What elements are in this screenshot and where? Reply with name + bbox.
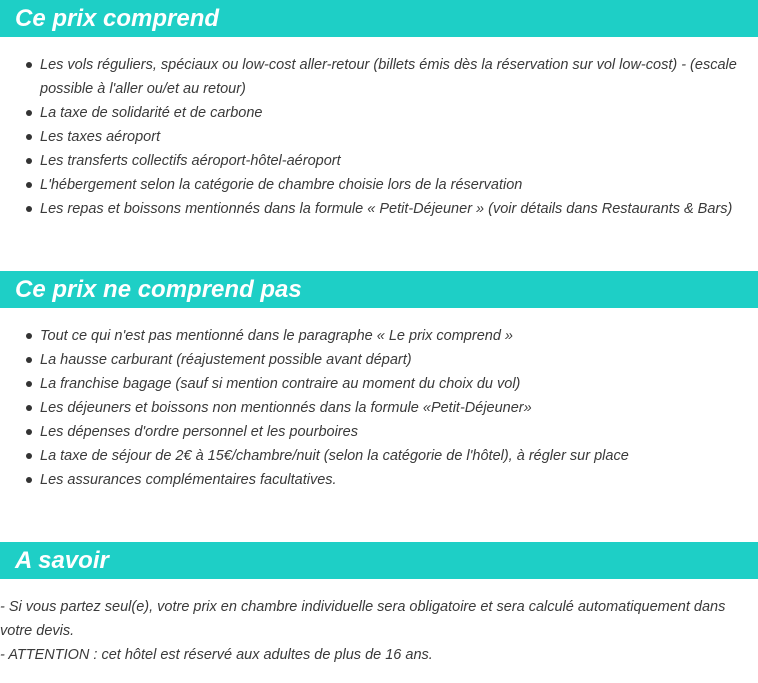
bullet-dot-icon [26,453,32,459]
list-item [0,173,758,197]
bullet-dot-icon [26,206,32,212]
info-paragraph: - Si vous partez seul(e), votre prix en chambre individuelle sera obligatoire et sera calculé automatiquement dans votre devis. [0,599,726,639]
section-header-included [0,0,758,37]
list-item-text: Les repas et boissons mentionnés dans la formule « Petit-Déjeuner » (voir détails dans Restaurants & Bars) [40,201,733,217]
bullet-dot-icon [26,134,32,140]
list-item [0,348,758,372]
list-item-text: L'hébergement selon la catégorie de chambre choisie lors de la réservation [40,177,523,193]
bullet-dot-icon [26,110,32,116]
list-item [0,420,758,444]
bullet-dot-icon [26,158,32,164]
bullet-dot-icon [26,477,32,483]
list-item-text: La hausse carburant (réajustement possible avant départ) [40,352,412,368]
bullet-dot-icon [26,62,32,68]
list-item-text: Les assurances complémentaires facultatives. [40,472,337,488]
list-item-text: Tout ce qui n'est pas mentionné dans le paragraphe « Le prix comprend » [40,328,513,344]
list-item-text: La franchise bagage (sauf si mention contraire au moment du choix du vol) [40,376,521,392]
list-item-text: Les déjeuners et boissons non mentionnés dans la formule «Petit-Déjeuner» [40,400,532,416]
list-item [0,396,758,420]
list-item-text: Les vols réguliers, spéciaux ou low-cost aller-retour (billets émis dès la réservation sur vol low-cost) - (escale possible à l'aller ou/et au retour) [40,57,737,97]
list-item [0,101,758,125]
bullet-dot-icon [26,405,32,411]
section-title: Ce prix comprend [15,5,220,32]
included-list [0,53,758,221]
list-item-text: Les dépenses d'ordre personnel et les pourboires [40,424,358,440]
bullet-dot-icon [26,333,32,339]
list-item [0,468,758,492]
info-paragraph: - ATTENTION : cet hôtel est réservé aux adultes de plus de 16 ans. [0,647,433,663]
section-header-a-savoir [0,542,758,579]
list-item-text: Les transferts collectifs aéroport-hôtel-aéroport [40,153,341,169]
bullet-dot-icon [26,182,32,188]
list-item [0,197,758,221]
list-item-text: La taxe de séjour de 2€ à 15€/chambre/nuit (selon la catégorie de l'hôtel), à régler sur place [40,448,629,464]
list-item [0,324,758,348]
list-item [0,125,758,149]
bullet-dot-icon [26,381,32,387]
list-item-text: Les taxes aéroport [40,129,161,145]
section-title: Ce prix ne comprend pas [15,276,302,303]
bullet-dot-icon [26,357,32,363]
list-item [0,372,758,396]
list-item [0,53,758,101]
not-included-list [0,324,758,492]
list-item [0,444,758,468]
section-header-not-included [0,271,758,308]
bullet-dot-icon [26,429,32,435]
info-block [0,595,758,667]
list-item [0,149,758,173]
list-item-text: La taxe de solidarité et de carbone [40,105,263,121]
section-title: A savoir [15,547,109,574]
